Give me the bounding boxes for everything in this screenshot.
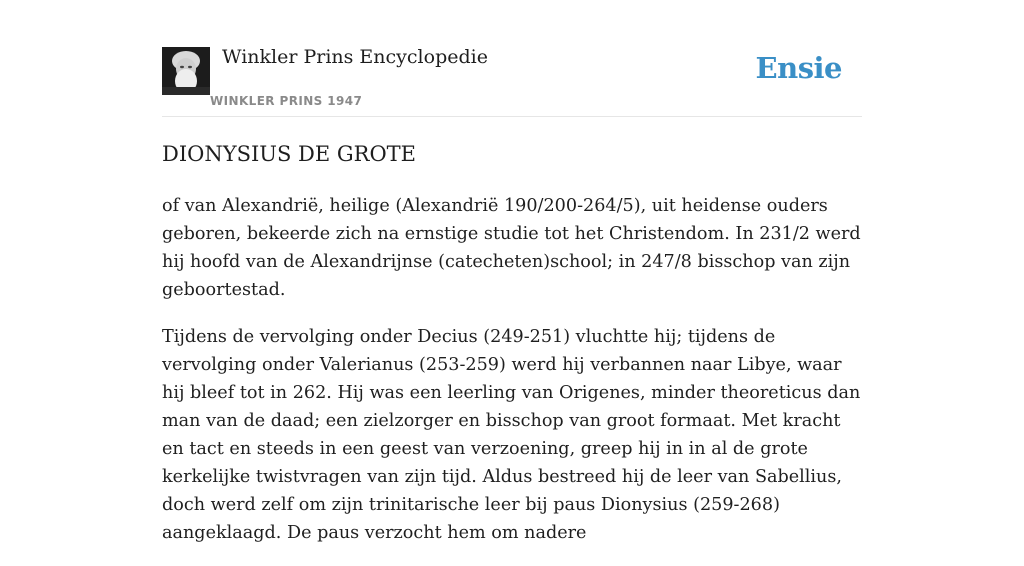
author-avatar[interactable]	[162, 47, 210, 95]
article-paragraph: of van Alexandrië, heilige (Alexandrië 190/200-264/5), uit heidense ouders geboren, bekeerde zich na ernstige studie tot het Christendom. In 231/2 werd hij hoofd van de Alexandrijnse (catecheten)school; in 247/8 bisschop van zijn geboortestad.	[162, 196, 861, 300]
edition-label: WINKLER PRINS 1947	[210, 94, 363, 108]
site-name[interactable]: Winkler Prins Encyclopedie	[222, 46, 488, 68]
page-container	[162, 0, 862, 543]
article-title: DIONYSIUS DE GROTE	[162, 142, 417, 166]
header	[162, 0, 862, 117]
article-paragraph: Tijdens de vervolging onder Decius (249-251) vluchtte hij; tijdens de vervolging onder Valerianus (253-259) werd hij verbannen naar Libye, waar hij bleef tot in 262. Hij was een leerling van Origenes, minder theoreticus dan man van de daad; een zielzorger en bisschop van groot formaat. Met kracht en tact en steeds in een geest van verzoening, greep hij in in al de grote kerkelijke twistvragen van zijn tijd. Aldus bestreed hij de leer van Sabellius, doch werd zelf om zijn trinitarische leer bij paus Dionysius (259-268) aangeklaagd. De paus verzocht hem om nadere	[162, 327, 861, 543]
ensie-logo[interactable]: Ensie	[755, 51, 842, 85]
article-body	[162, 192, 867, 566]
portrait-icon	[162, 47, 210, 95]
